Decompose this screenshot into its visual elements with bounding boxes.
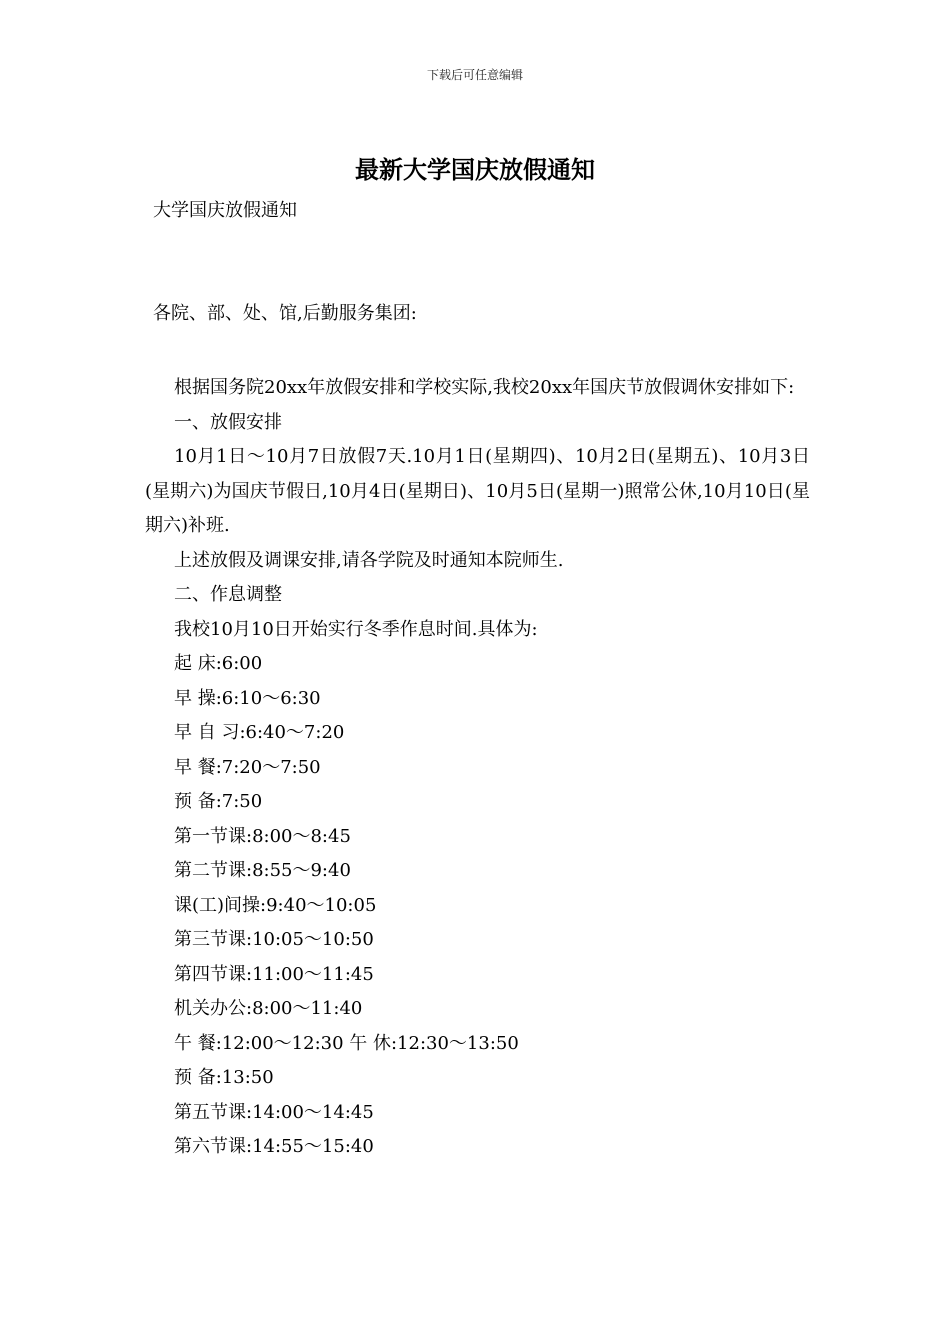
document-body: [145, 371, 810, 1165]
section-heading-holiday: 一、放假安排: [174, 411, 282, 433]
schedule-item: 课(工)间操:9:40～10:05: [174, 894, 377, 916]
schedule-item: 起 床:6:00: [174, 653, 263, 674]
schedule-item: 第五节课:14:00～14:45: [174, 1101, 374, 1123]
intro-paragraph: 根据国务院20xx年放假安排和学校实际,我校20xx年国庆节放假调休安排如下:: [174, 377, 795, 398]
header-note: 下载后可任意编辑: [426, 68, 523, 82]
schedule-intro: 我校10月10日开始实行冬季作息时间.具体为:: [174, 618, 538, 640]
schedule-item: 第一节课:8:00～8:45: [174, 825, 351, 847]
schedule-item: 早 餐:7:20～7:50: [174, 756, 321, 778]
document-title: 最新大学国庆放假通知: [355, 156, 595, 184]
document-subtitle: 大学国庆放假通知: [153, 200, 297, 221]
schedule-item: 早 操:6:10～6:30: [174, 687, 321, 709]
schedule-item: 机关办公:8:00～11:40: [174, 998, 363, 1019]
schedule-list: [145, 647, 810, 1165]
schedule-item: 第六节课:14:55～15:40: [174, 1136, 374, 1157]
schedule-item: 第四节课:11:00～11:45: [174, 963, 374, 985]
schedule-item: 预 备:7:50: [174, 791, 263, 812]
section-heading-schedule: 二、作息调整: [174, 584, 282, 605]
schedule-item: 第二节课:8:55～9:40: [174, 860, 351, 881]
schedule-item: 预 备:13:50: [174, 1067, 274, 1088]
salutation: 各院、部、处、馆,后勤服务集团:: [153, 303, 417, 324]
holiday-arrangement-paragraph: 10月1日～10月7日放假7天.10月1日(星期四)、10月2日(星期五)、10月3日(星期六)为国庆节假日,10月4日(星期日)、10月5日(星期一)照常公休,10月10日(星期六)补班.: [145, 446, 810, 536]
holiday-note: 上述放假及调课安排,请各学院及时通知本院师生.: [174, 549, 564, 571]
schedule-item: 第三节课:10:05～10:50: [174, 929, 374, 950]
schedule-item: 午 餐:12:00～12:30 午 休:12:30～13:50: [174, 1032, 519, 1054]
schedule-item: 早 自 习:6:40～7:20: [174, 722, 345, 743]
